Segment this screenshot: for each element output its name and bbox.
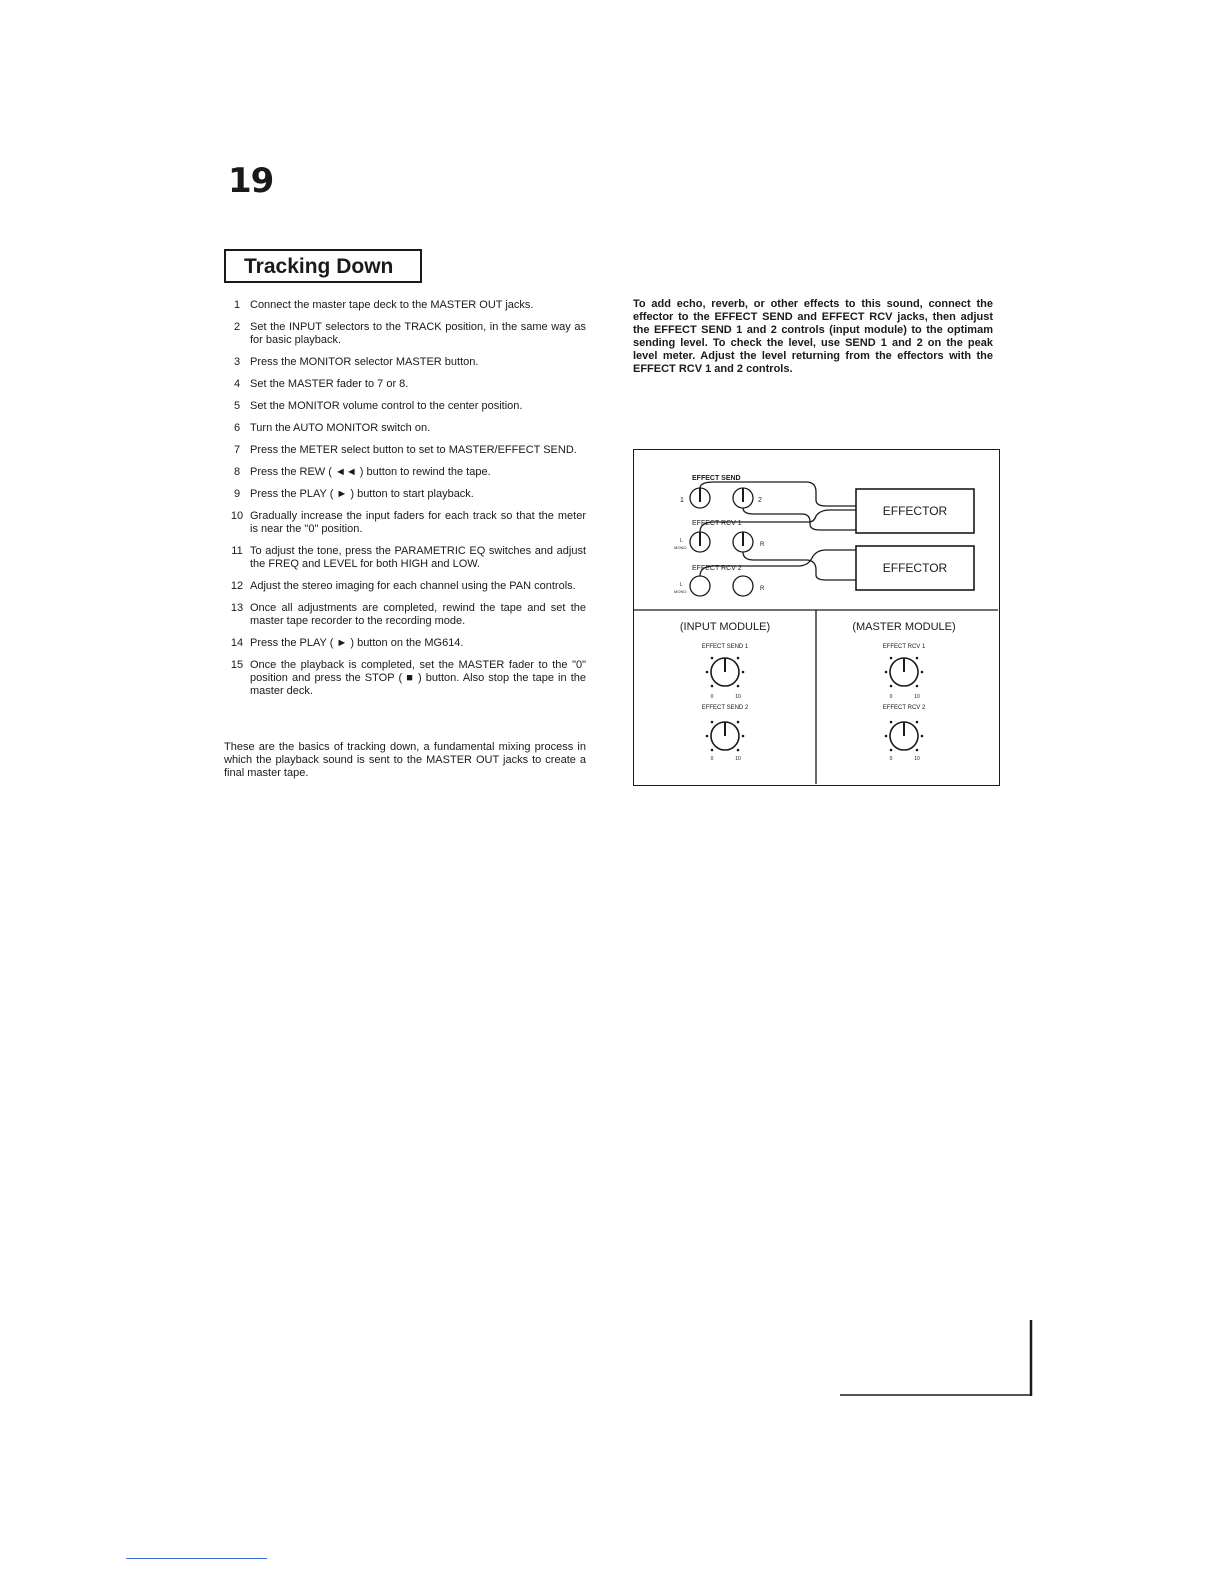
summary-paragraph: These are the basics of tracking down, a fundamental mixing process in which the playback sound is sent to the MASTER OUT jacks to create a final master tape. [224, 741, 586, 779]
rcv1-mono-label: MONO [674, 545, 687, 550]
effector-1-label: EFFECTOR [882, 504, 948, 518]
input-knob-2-min: 0 [710, 756, 714, 762]
rcv2-mono-label: MONO [674, 589, 687, 594]
step-text: Press the PLAY ( ► ) button on the MG614. [250, 637, 464, 649]
master-knob-1-label: EFFECT RCV 1 [882, 644, 926, 650]
list-item [224, 545, 586, 571]
step-text: Adjust the stereo imaging for each channel using the PAN controls. [250, 580, 576, 592]
step-text: Press the MONITOR selector MASTER button. [250, 356, 479, 368]
diagram-svg [634, 450, 998, 784]
list-item [224, 488, 586, 501]
input-knob-2-label: EFFECT SEND 2 [701, 705, 749, 711]
step-number: 6 [233, 422, 241, 434]
effect-send-label: EFFECT SEND [692, 475, 741, 482]
rcv2-jack-r [733, 576, 753, 596]
step-list [224, 299, 586, 707]
input-knob-2-max: 10 [735, 756, 741, 762]
list-item [224, 400, 586, 413]
step-number: 2 [233, 321, 241, 333]
list-item [224, 466, 586, 479]
page-corner-mark [840, 1318, 1036, 1398]
step-number: 5 [233, 400, 241, 412]
step-text: Once the playback is completed, set the MASTER fader to the "0" position and press the STOP ( ■ ) button. Also stop the tape in the master deck. [250, 659, 586, 697]
list-item [224, 602, 586, 628]
input-knob-1-max: 10 [735, 694, 741, 700]
step-number: 4 [233, 378, 241, 390]
effect-rcv-2-label: EFFECT RCV 2 [692, 565, 742, 572]
cable-return-2 [700, 550, 856, 576]
master-knob-1-max: 10 [914, 694, 920, 700]
master-knob-2-label: EFFECT RCV 2 [882, 705, 926, 711]
cable-send-2 [743, 508, 856, 530]
step-text: Connect the master tape deck to the MASTER OUT jacks. [250, 299, 534, 311]
step-text: Set the MASTER fader to 7 or 8. [250, 378, 409, 390]
step-text: Set the INPUT selectors to the TRACK position, in the same way as for basic playback. [250, 321, 586, 346]
input-knob-1-min: 0 [710, 694, 714, 700]
cable-send-1 [700, 482, 856, 506]
input-knob-1-label: EFFECT SEND 1 [701, 644, 749, 650]
section-title: Tracking Down [244, 255, 394, 278]
list-item [224, 422, 586, 435]
master-module-title: (MASTER MODULE) [852, 621, 956, 633]
list-item [224, 378, 586, 391]
step-number: 10 [230, 510, 244, 522]
step-number: 7 [233, 444, 241, 456]
step-number: 14 [230, 637, 244, 649]
rcv1-l-label: L [680, 538, 683, 544]
step-number: 13 [230, 602, 244, 614]
step-number: 11 [231, 545, 243, 557]
rcv1-r-label: R [760, 542, 765, 548]
list-item [224, 510, 586, 536]
step-number: 3 [233, 356, 241, 368]
rcv2-jack-l [690, 576, 710, 596]
send-1-label: 1 [680, 497, 684, 504]
effects-paragraph: To add echo, reverb, or other effects to this sound, connect the effector to the EFFECT SEND and EFFECT RCV jacks, then adjust the EFFECT SEND 1 and 2 controls (input module) to the optimam sending level. To check the level, use SEND 1 and 2 on the peak level meter. Adjust the level returning from the effectors with the EFFECT RCV 1 and 2 controls. [633, 298, 993, 375]
list-item [224, 659, 586, 698]
rcv2-r-label: R [760, 586, 765, 592]
input-module-title: (INPUT MODULE) [679, 621, 771, 633]
step-number: 8 [233, 466, 241, 478]
footer-rule [126, 1558, 267, 1559]
page-number: 19 [228, 161, 274, 201]
list-item [224, 637, 586, 650]
rcv2-l-label: L [680, 582, 683, 588]
section-title-box [224, 249, 422, 283]
master-knob-2-max: 10 [914, 756, 920, 762]
step-number: 12 [230, 580, 244, 592]
effects-connection-diagram [633, 449, 1000, 786]
master-knob-2-min: 0 [889, 756, 893, 762]
list-item [224, 299, 586, 312]
send-2-label: 2 [758, 497, 762, 504]
step-text: Press the METER select button to set to MASTER/EFFECT SEND. [250, 444, 577, 456]
master-knob-1-min: 0 [889, 694, 893, 700]
step-number: 9 [233, 488, 241, 500]
effect-rcv-1-label: EFFECT RCV 1 [692, 520, 742, 527]
step-number: 1 [233, 299, 241, 311]
step-number: 15 [230, 659, 244, 671]
step-text: Turn the AUTO MONITOR switch on. [250, 422, 431, 434]
step-text: Press the PLAY ( ► ) button to start playback. [250, 488, 474, 500]
list-item [224, 356, 586, 369]
step-text: Press the REW ( ◄◄ ) button to rewind the tape. [250, 466, 491, 478]
step-text: Gradually increase the input faders for each track so that the meter is near the "0" position. [250, 510, 586, 535]
list-item [224, 321, 586, 347]
list-item [224, 444, 586, 457]
step-text: Set the MONITOR volume control to the center position. [250, 400, 523, 412]
effector-2-label: EFFECTOR [882, 561, 948, 575]
step-text: To adjust the tone, press the PARAMETRIC EQ switches and adjust the FREQ and LEVEL for both HIGH and LOW. [250, 545, 586, 570]
step-text: Once all adjustments are completed, rewind the tape and set the master tape recorder to the recording mode. [250, 602, 586, 627]
list-item [224, 580, 586, 593]
